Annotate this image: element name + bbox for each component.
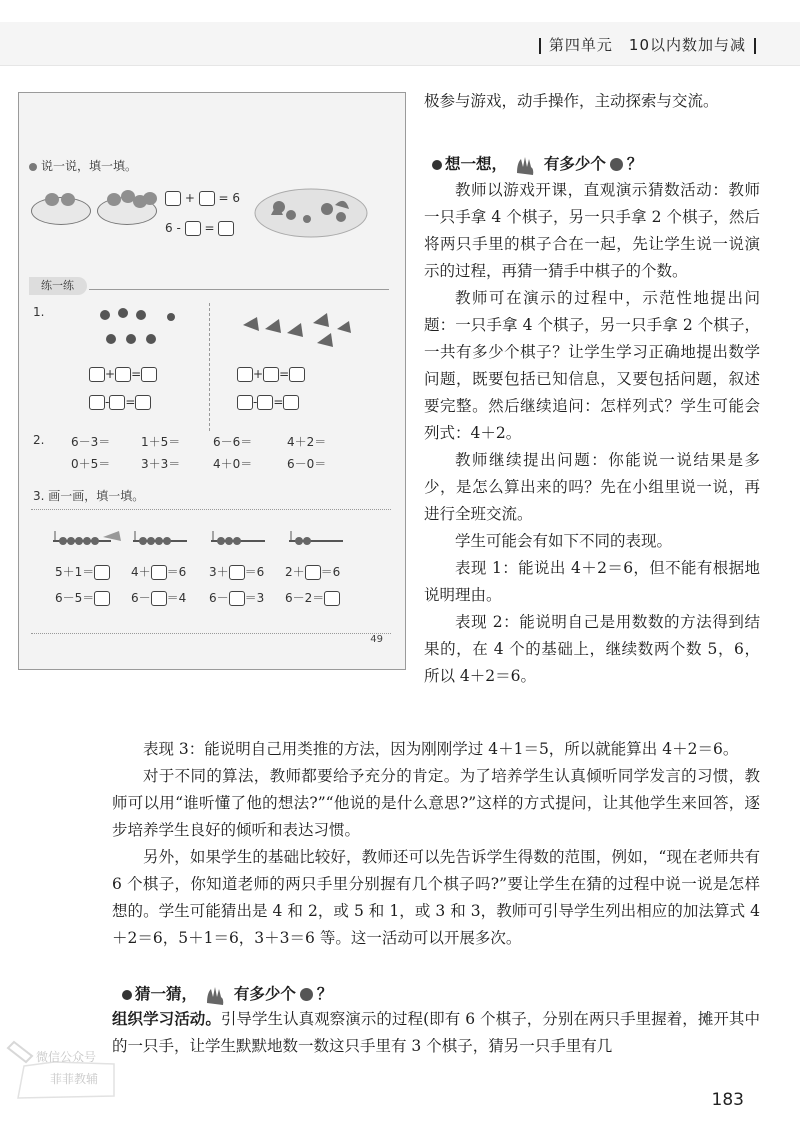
- q3-eq: 5＋1＝: [55, 563, 110, 580]
- q3-top-border: [31, 509, 391, 510]
- eq-bottom: 6 - =: [165, 221, 234, 236]
- apple-icon: [107, 193, 121, 206]
- watermark: [6, 1022, 130, 1106]
- chess-piece-icon: [610, 158, 623, 171]
- chess-piece-icon: [300, 988, 313, 1001]
- birds-illustration: [237, 305, 357, 361]
- intro-line: [424, 88, 760, 115]
- paragraph: 教师继续提出问题：你能说一说结果是多少，是怎么算出来的吗？先在小组里说一说，再进行全班交流。: [424, 451, 760, 523]
- apple-icon: [143, 192, 157, 205]
- paragraph: 教师可在演示的过程中，示范性地提出问题：一只手拿 4 个棋子，另一只手拿 2 个棋子，一共有多少个棋子？让学生学习正确地提出数学问题，既要包括已知信息，又要包括问题，叙述要完整。然后继续追问：怎样列式？学生可能会列式：4＋2。: [424, 289, 760, 442]
- q1-eq-left-a: + =: [89, 367, 157, 382]
- practice-tag: 练一练: [29, 277, 87, 295]
- full-width-text: [112, 736, 760, 952]
- paragraph: 教师以游戏开课，直观演示猜数活动：教师一只手拿 4 个棋子，另一只手拿 2 个棋子，然后将两只手里的棋子合在一起，先让学生说一说演示的过程，再猜一猜手中棋子的个数。: [424, 181, 760, 280]
- q3-eq: 6－ ＝4: [131, 591, 187, 605]
- paragraph: 另外，如果学生的基础比较好，教师还可以先告诉学生得数的范围，例如，“现在老师共有 6 个棋子，你知道老师的两只手里分别握有几个棋子吗?”要让学生在猜的过程中说一说是怎样想的。学生可能猜出是 4 和 2，或 5 和 1，或 3 和 3，教师可引导学生列出相应的加法算式 4＋2＝6，5＋1＝6，3＋3＝6 等。这一活动可以开展多次。: [112, 848, 760, 947]
- ants-illustration: [93, 301, 183, 353]
- q1-label: 1.: [33, 305, 45, 319]
- q2-item: 3＋3＝: [141, 457, 181, 471]
- paragraph: 对于不同的算法，教师都要给予充分的肯定。为了培养学生认真倾听同学发言的习惯，教师可以用“谁听懂了他的想法?”“他说的是什么意思?”这样的方式提问，让其他学生来回答，逐步培养学生良好的倾听和表达习惯。: [112, 767, 760, 839]
- q1-eq-right-a: + =: [237, 367, 305, 382]
- paragraph: 表现 3：能说明自己用类推的方法，因为刚刚学过 4＋1＝5，所以就能算出 4＋2＝6。: [143, 740, 739, 758]
- q1-eq-right-b: - =: [237, 395, 299, 410]
- q2-item: 6－6＝: [213, 435, 253, 449]
- q2-item: 6－0＝: [287, 457, 327, 471]
- textbook-page-number: 49: [370, 634, 383, 645]
- paragraph: 极参与游戏，动手操作，主动探索与交流。: [424, 92, 719, 110]
- paragraph: [112, 1006, 760, 1060]
- apple-icon: [45, 193, 59, 206]
- q1-divider: [209, 303, 210, 431]
- paragraph: 表现 1：能说出 4＋2＝6，但不能有根据地说明理由。: [424, 559, 760, 604]
- abacus-2: [131, 527, 191, 547]
- q2-item: 6－3＝: [71, 435, 111, 449]
- q3-eq: 2＋ ＝6: [285, 565, 341, 579]
- q3-eq: 6－5＝: [55, 589, 110, 606]
- heading-think: 想一想， 有多少个 ？: [432, 152, 642, 175]
- watermark-line-1: 微信公众号: [36, 1050, 97, 1064]
- hand-icon: [514, 155, 536, 175]
- q2-label: 2.: [33, 433, 45, 447]
- paragraph-body: 引导学生认真观察演示的过程(即有 6 个棋子，分别在两只手里握着，摊开其中的一只手，让学生默默地数一数这只手里有 3 个棋子，猜另一只手里有几: [112, 1010, 760, 1055]
- running-header: [531, 34, 764, 55]
- q3-eq: 6－2＝: [285, 589, 340, 606]
- eq-top: + = 6: [165, 191, 240, 206]
- page-number: 183: [711, 1090, 744, 1110]
- q2-item: 1＋5＝: [141, 435, 181, 449]
- q2-item: 0＋5＝: [71, 457, 111, 471]
- divider: [89, 289, 389, 290]
- textbook-page-inset: [18, 92, 406, 670]
- q3-eq: 3＋ ＝6: [209, 565, 265, 579]
- right-column-text: [424, 177, 760, 690]
- q3-eq: 4＋ ＝6: [131, 565, 187, 579]
- header-title-text: 第四单元 10以内数加与减: [548, 36, 746, 54]
- apple-icon: [61, 193, 75, 206]
- hand-icon: [204, 985, 226, 1005]
- abacus-3: [209, 527, 269, 547]
- squirrels-illustration: [251, 185, 371, 239]
- activity-text: [112, 1006, 760, 1060]
- paragraph: 表现 2：能说明自己是用数数的方法得到结果的，在 4 个的基础上，继续数两个数 5，6，所以 4＋2＝6。: [424, 613, 760, 685]
- watermark-line-2: 菲菲教辅: [50, 1072, 99, 1086]
- abacus-4: [287, 527, 347, 547]
- heading-guess: 猜一猜， 有多少个 ？: [122, 982, 332, 1005]
- bold-lead: 组织学习活动。: [112, 1010, 221, 1028]
- q3-bottom-border: [31, 633, 391, 634]
- q3-eq: 6－ ＝3: [209, 591, 265, 605]
- q2-item: 4＋0＝: [213, 457, 253, 471]
- abacus-1: [51, 527, 125, 547]
- q2-item: 4＋2＝: [287, 435, 327, 449]
- q1-eq-left-b: - =: [89, 395, 151, 410]
- q3-label: 3. 画一画，填一填。: [33, 489, 145, 503]
- paragraph: 学生可能会有如下不同的表现。: [455, 532, 673, 550]
- section-say-fill: 说一说，填一填。: [29, 157, 137, 174]
